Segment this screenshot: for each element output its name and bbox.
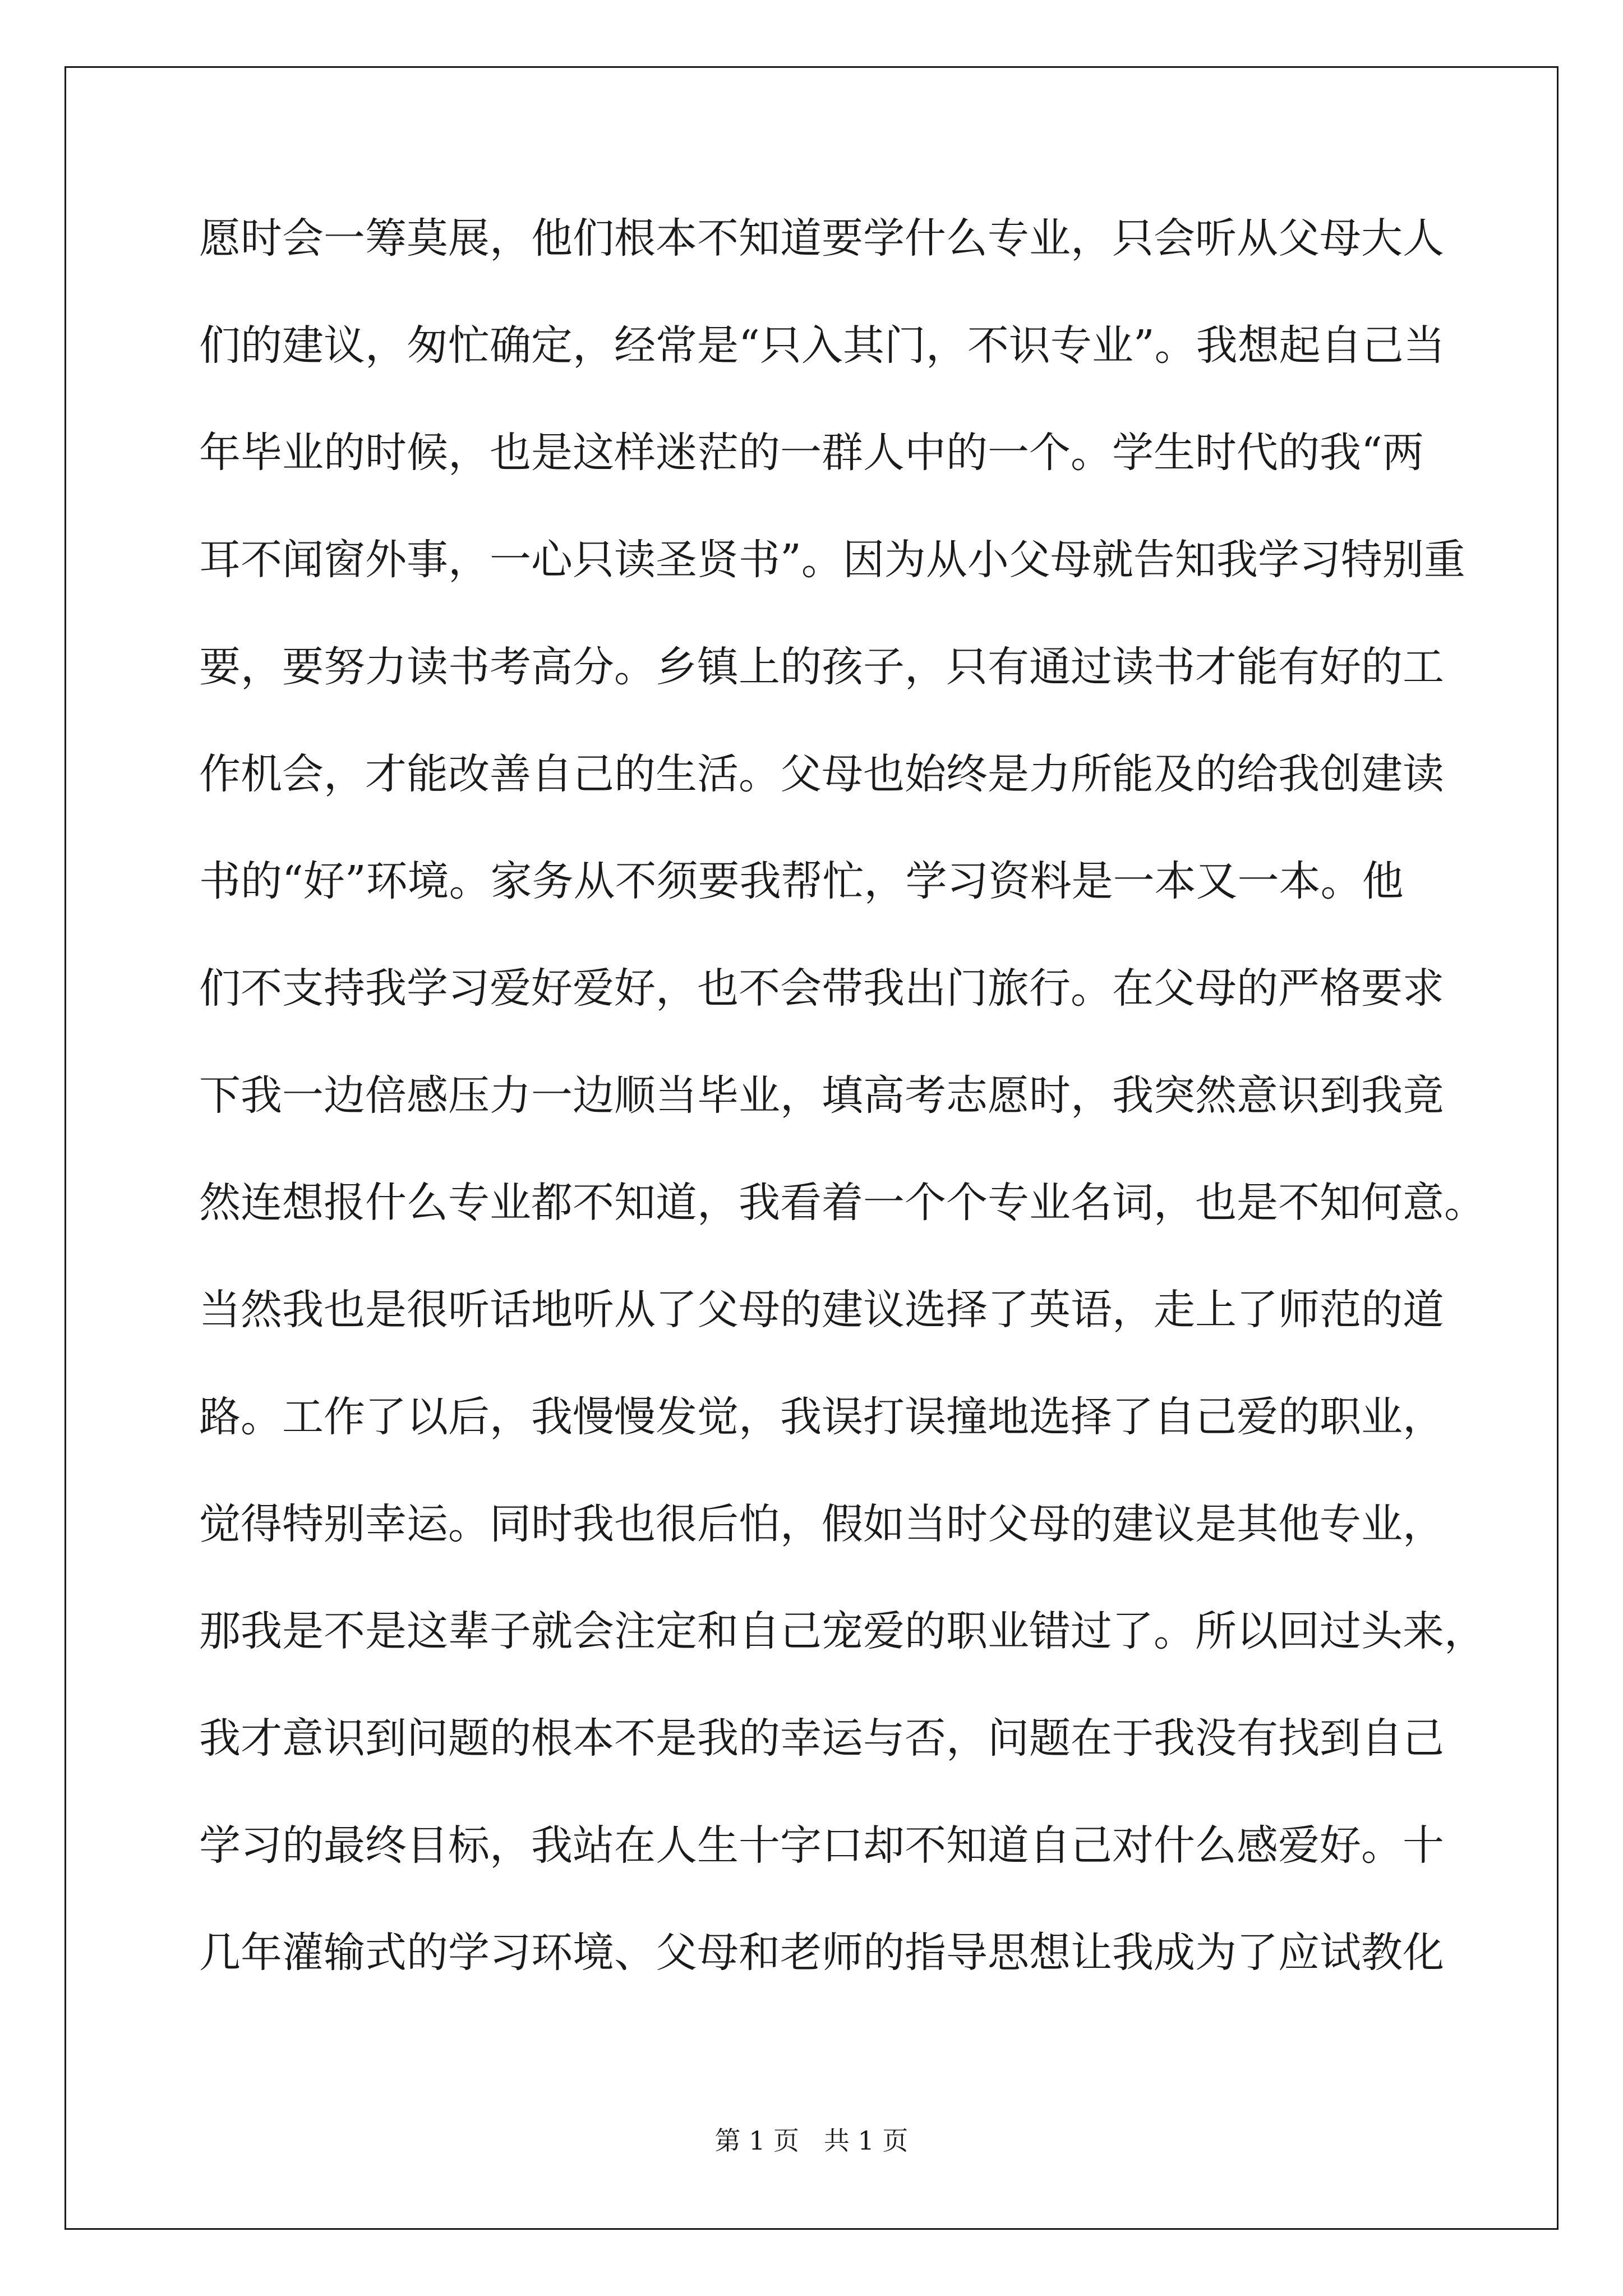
text-line: 耳不闻窗外事，一心只读圣贤书”。因为从小父母就告知我学习特别重: [199, 536, 1465, 584]
text-line: 学习的最终目标，我站在人生十字口却不知道自己对什么感爱好。十: [199, 1821, 1444, 1870]
text-line: 当然我也是很听话地听从了父母的建议选择了英语，走上了师范的道: [199, 1286, 1444, 1334]
text-line: 觉得特别幸运。同时我也很后怕，假如当时父母的建议是其他专业，: [199, 1500, 1444, 1548]
text-line: 作机会，才能改善自己的生活。父母也始终是力所能及的给我创建读: [199, 750, 1444, 798]
text-line: 我才意识到问题的根本不是我的幸运与否，问题在于我没有找到自己: [199, 1714, 1444, 1763]
text-line: 下我一边倍感压力一边顺当毕业，填高考志愿时，我突然意识到我竟: [199, 1071, 1444, 1120]
text-line: 要，要努力读书考高分。乡镇上的孩子，只有通过读书才能有好的工: [199, 643, 1444, 691]
text-line: 年毕业的时候，也是这样迷茫的一群人中的一个。学生时代的我“两: [199, 429, 1424, 477]
page-number-footer: 第 1 页 共 1 页: [714, 2125, 909, 2156]
page-border: [64, 66, 1559, 2230]
text-line: 然连想报什么专业都不知道，我看着一个个专业名词，也是不知何意。: [199, 1179, 1486, 1227]
text-line: 愿时会一筹莫展，他们根本不知道要学什么专业，只会听从父母大人: [199, 214, 1444, 263]
text-line: 路。工作了以后，我慢慢发觉，我误打误撞地选择了自己爱的职业，: [199, 1393, 1444, 1441]
text-line: 们不支持我学习爱好爱好，也不会带我出门旅行。在父母的严格要求: [199, 964, 1444, 1013]
text-line: 书的“好”环境。家务从不须要我帮忙，学习资料是一本又一本。他: [199, 857, 1404, 905]
text-line: 那我是不是这辈子就会注定和自己宠爱的职业错过了。所以回过头来，: [199, 1607, 1486, 1655]
text-line: 几年灌输式的学习环境、父母和老师的指导思想让我成为了应试教化: [199, 1929, 1444, 1977]
text-line: 们的建议，匆忙确定，经常是“只入其门，不识专业”。我想起自己当: [199, 321, 1445, 370]
